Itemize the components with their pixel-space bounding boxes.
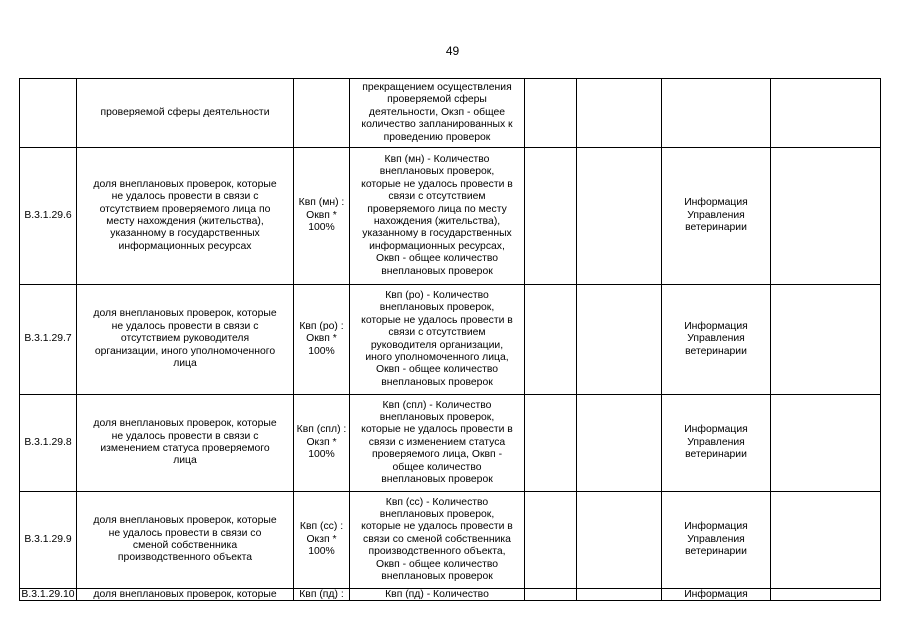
indicator-code: В.3.1.29.10 — [21, 589, 75, 600]
table-row — [20, 395, 881, 492]
indicator-source: Информация Управления ветеринарии — [662, 285, 771, 395]
empty-cell — [577, 492, 662, 589]
empty-cell — [525, 285, 577, 395]
indicator-source — [662, 79, 771, 148]
empty-cell — [577, 589, 662, 601]
indicator-name: доля внеплановых проверок, которые не удалось провести в связи со сменой собственника производственного объекта — [77, 492, 294, 589]
empty-cell — [771, 79, 881, 148]
indicator-description: Квп (сс) - Количество внеплановых проверок, которые не удалось провести в связи со сменой собственника производственного объекта, Оквп - общее количество внеплановых проверок — [350, 492, 525, 589]
empty-cell — [577, 79, 662, 148]
page-number: 49 — [445, 44, 460, 58]
empty-cell — [577, 285, 662, 395]
empty-cell — [525, 589, 577, 601]
indicator-formula: Квп (сс) : Окзп * 100% — [294, 492, 350, 589]
indicator-description: Квп (пд) - Количество — [350, 589, 525, 601]
indicator-formula: Квп (ро) : Оквп * 100% — [294, 285, 350, 395]
empty-cell — [771, 148, 881, 285]
indicator-formula: Квп (спл) : Окзп * 100% — [294, 395, 350, 492]
empty-cell — [577, 395, 662, 492]
empty-cell — [525, 492, 577, 589]
table-row — [20, 148, 881, 285]
indicator-code: В.3.1.29.6 — [20, 148, 77, 285]
indicator-source: Информация Управления ветеринарии — [662, 492, 771, 589]
empty-cell — [525, 148, 577, 285]
indicator-name: доля внеплановых проверок, которые не удалось провести в связи с отсутствием проверяемого лица по месту нахождения (жительства), указанному в государственных информационных ресурсах — [77, 148, 294, 285]
indicator-name: доля внеплановых проверок, которые — [77, 589, 294, 601]
indicator-code: В.3.1.29.7 — [20, 285, 77, 395]
indicator-source: Информация — [662, 589, 771, 601]
indicator-description: Квп (ро) - Количество внеплановых проверок, которые не удалось провести в связи с отсутствием руководителя организации, иного уполномоченного лица, Оквп - общее количество внеплановых проверок — [350, 285, 525, 395]
indicator-description: Квп (спл) - Количество внеплановых проверок, которые не удалось провести в связи с изменением статуса проверяемого лица, Оквп - общее количество внеплановых проверок — [350, 395, 525, 492]
table-row — [20, 285, 881, 395]
indicator-source: Информация Управления ветеринарии — [662, 395, 771, 492]
indicator-description: прекращением осуществления проверяемой сферы деятельности, Окзп - общее количество запланированных к проведению проверок — [350, 79, 525, 148]
empty-cell — [771, 492, 881, 589]
empty-cell — [771, 395, 881, 492]
indicator-code — [20, 79, 77, 148]
indicator-name: доля внеплановых проверок, которые не удалось провести в связи с отсутствием руководителя организации, иного уполномоченного лица — [77, 285, 294, 395]
indicator-code: В.3.1.29.9 — [20, 492, 77, 589]
empty-cell — [577, 148, 662, 285]
indicator-name: проверяемой сферы деятельности — [77, 79, 294, 148]
indicator-code: В.3.1.29.8 — [20, 395, 77, 492]
empty-cell — [525, 395, 577, 492]
empty-cell — [525, 79, 577, 148]
empty-cell — [771, 285, 881, 395]
indicator-formula — [294, 79, 350, 148]
indicator-formula: Квп (мн) : Оквп * 100% — [294, 148, 350, 285]
empty-cell — [771, 589, 881, 601]
indicators-table — [19, 78, 881, 601]
indicator-formula: Квп (пд) : — [294, 589, 350, 601]
indicator-description: Квп (мн) - Количество внеплановых проверок, которые не удалось провести в связи с отсутствием проверяемого лица по месту нахождения (жительства), указанному в государственных информационных ресурсах, Оквп - общее количество внеплановых проверок — [350, 148, 525, 285]
table-row — [20, 79, 881, 148]
table-row — [20, 589, 881, 601]
indicator-name: доля внеплановых проверок, которые не удалось провести в связи с изменением статуса проверяемого лица — [77, 395, 294, 492]
table-row — [20, 492, 881, 589]
indicator-source: Информация Управления ветеринарии — [662, 148, 771, 285]
